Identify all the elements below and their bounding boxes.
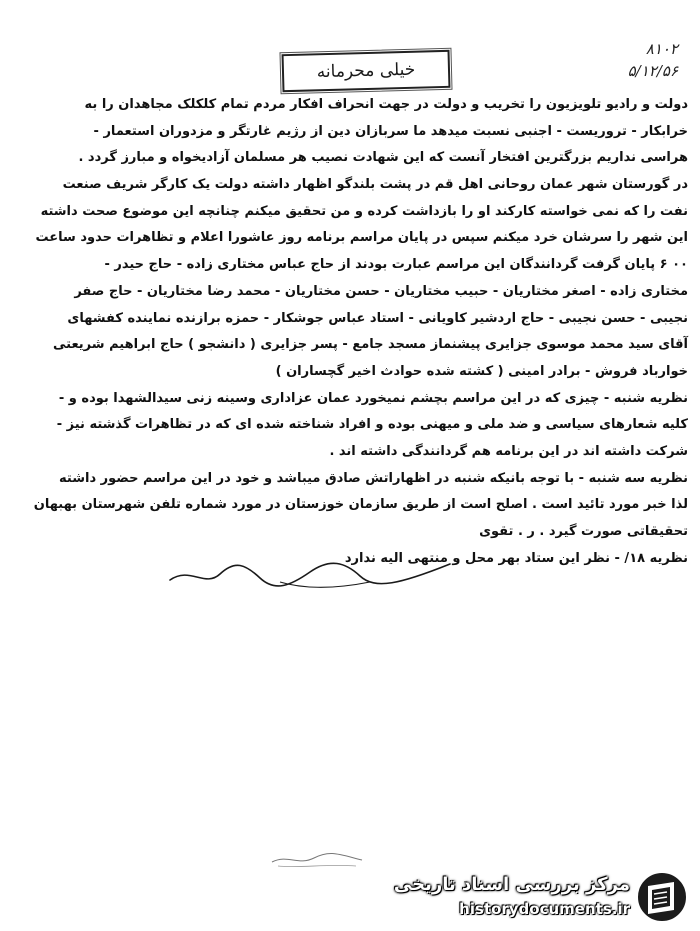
body-line: مختاری زاده - اصغر مختاریان - حبیب مختاریان - حسن مختاریان - محمد رضا مختاریان - حاج صفر bbox=[74, 283, 688, 299]
reference-number: ۸۱۰۲ bbox=[645, 40, 678, 58]
body-line: آقای سید محمد موسوی جزایری پیشنماز مسجد جامع - پسر جزایری ( دانشجو ) حاج ابراهیم شریعتی bbox=[53, 337, 688, 353]
body-line: نظریه سه شنبه - با توجه بانیکه شنبه در اظهاراتش صادق میباشد و خود در این مراسم حضور داشته bbox=[59, 470, 688, 486]
body-line: خرابکار - تروریست - اجنبی نسبت میدهد ما سربازان دین از رژیم غارتگر و مزدوران استعمار - bbox=[93, 123, 688, 139]
body-line: دولت و رادیو تلویزیون را تخریب و دولت در جهت انحراف افکار مردم تمام کلکلک مجاهدان را به bbox=[84, 97, 688, 112]
faint-stamp bbox=[268, 848, 366, 872]
body-line: این شهر را سرشان خرد میکنم سپس در پایان مراسم برنامه روز عاشورا اعلام و تظاهرات حدود ساعت bbox=[35, 230, 688, 246]
body-line: نفت را که نمی خواسته کارکند او را بازداشت کرده و من تحقیق میکنم چنانچه این موضوع صحت داشته bbox=[40, 203, 688, 219]
body-line: خوارباد فروش - برادر امینی ( کشته شده حوادث اخیر گچساران ) bbox=[275, 363, 688, 379]
body-line: نجیبی - حسن نجیبی - حاج اردشیر کاویانی - استاد عباس جوشکار - حمزه برازنده نماینده کفشهای bbox=[67, 310, 688, 326]
body-line: شرکت داشته اند در این برنامه هم گردانندگی داشته اند . bbox=[329, 443, 688, 459]
classification-stamp bbox=[282, 50, 451, 92]
document-body bbox=[28, 92, 688, 572]
watermark-org-name: مرکز بررسی اسناد تاریخی bbox=[393, 874, 630, 895]
body-line: ۰۰ ۶ پایان گرفت گردانندگان این مراسم عبارت بودند از حاج عباس مختاری زاده - حاج حیدر - bbox=[104, 257, 688, 273]
body-line: تحقیقاتی صورت گیرد . ر . تقوی bbox=[479, 524, 688, 539]
reference-date: ۵/۱۲/۵۶ bbox=[627, 62, 678, 80]
body-line: در گورستان شهر عمان روحانی اهل قم در پشت بلندگو اظهار داشته دولت یک کارگر شریف صنعت bbox=[62, 177, 688, 193]
body-line: کلیه شعارهای سیاسی و ضد ملی و میهنی بوده و افراد شناخته شده ای که در تظاهرات گذشته نیز - bbox=[56, 417, 688, 433]
classification-label: خیلی محرمانه bbox=[316, 59, 416, 83]
body-line: نظریه شنبه - چیزی که در این مراسم بچشم نمیخورد عمان عزاداری وسینه زنی سیدالشهدا بوده و - bbox=[58, 390, 688, 406]
body-line: لذا خبر مورد تائید است . اصلح است از طریق سازمان خوزستان در مورد شماره تلفن شهرستان بهبهان bbox=[33, 497, 688, 513]
handwritten-signature bbox=[160, 558, 460, 592]
body-line: نظریه ۱۸/ - نظر این ستاد بهر محل و منتهی الیه ندارد bbox=[344, 550, 688, 566]
archive-logo-icon bbox=[634, 870, 690, 924]
body-line: هراسی نداریم بزرگترین افتخار آنست که این شهادت نصیب هر مسلمان آزادیخواه و مبارز گردد . bbox=[78, 150, 688, 166]
watermark bbox=[393, 870, 692, 924]
watermark-url: historydocuments.ir bbox=[459, 900, 630, 918]
